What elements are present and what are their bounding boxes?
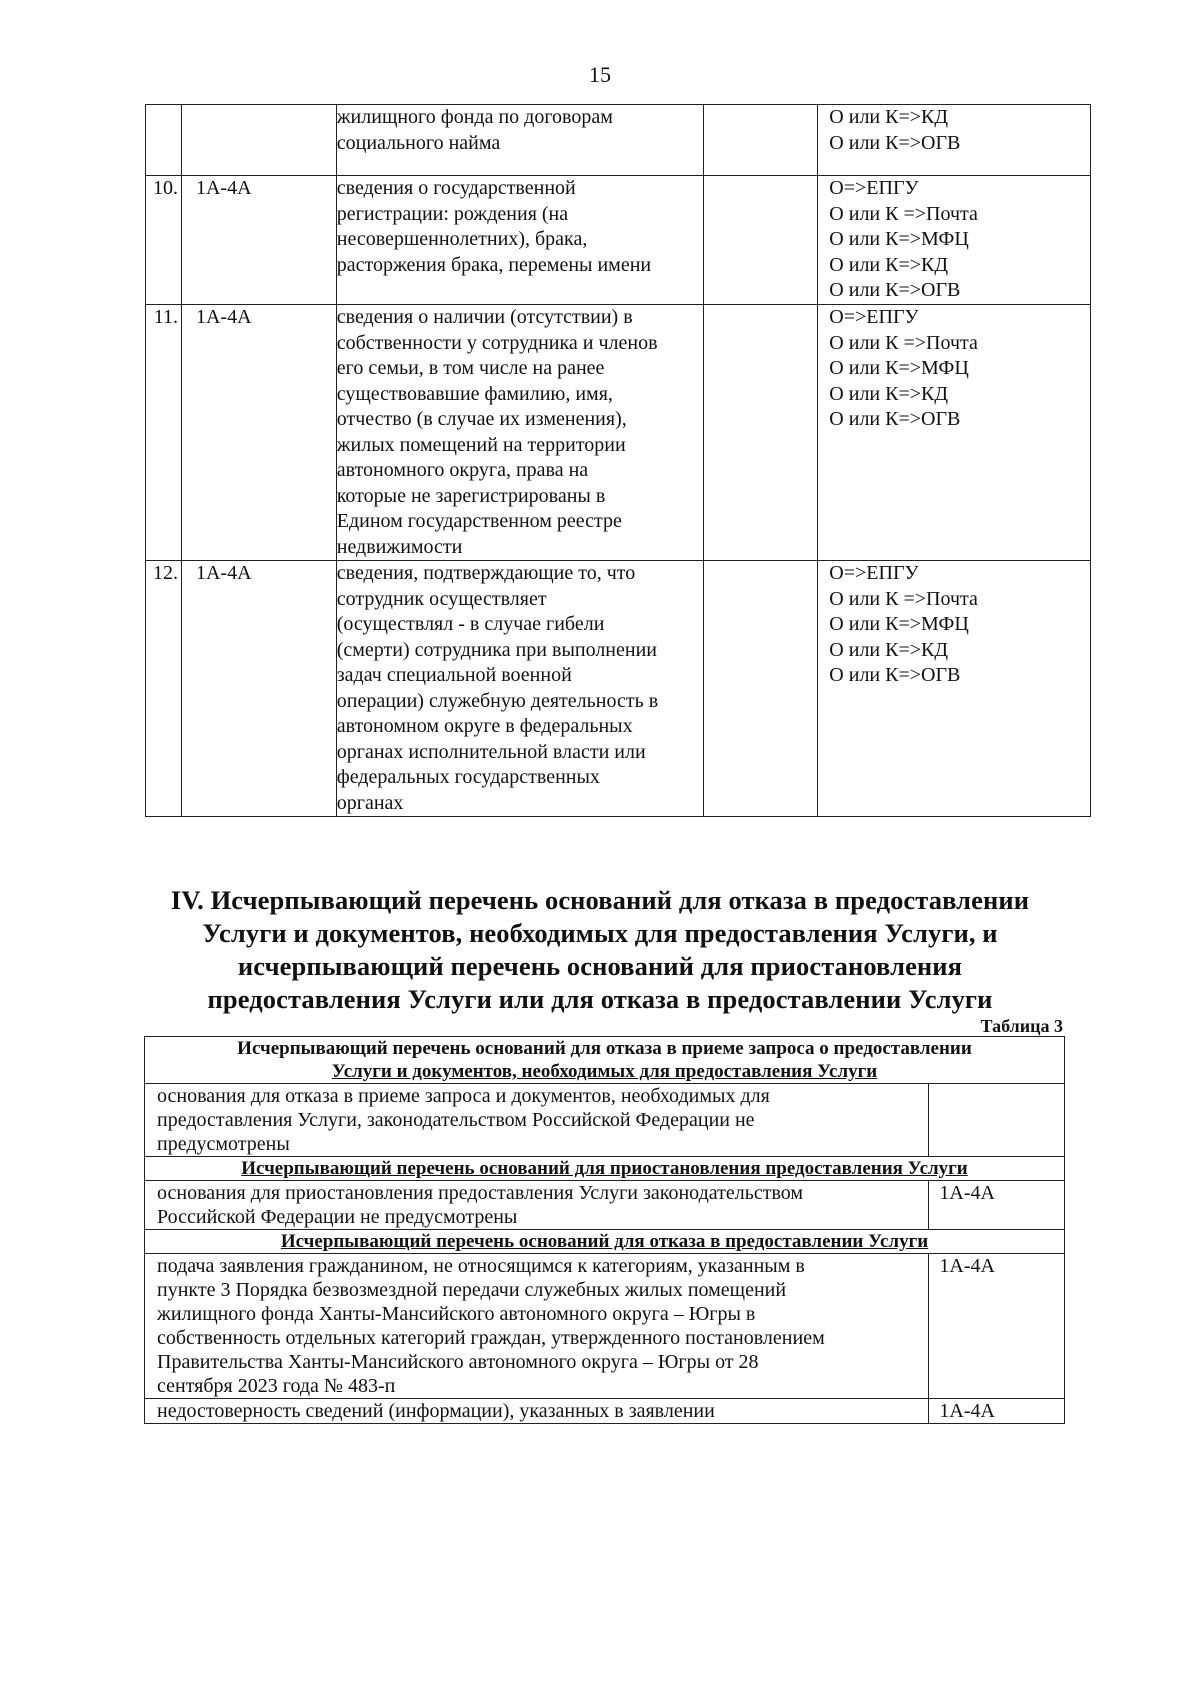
row-number: 10. <box>146 176 182 305</box>
table-row <box>146 105 1091 176</box>
table-row <box>145 1181 1065 1230</box>
document-line: отчество (в случае их изменения), <box>336 408 627 430</box>
ground-text <box>145 1084 929 1157</box>
table-section-heading-line: Исчерпывающий перечень оснований для отказа в предоставлении Услуги <box>280 1231 929 1252</box>
document-line: жилищного фонда по договорам <box>336 106 613 128</box>
row-number <box>146 105 182 176</box>
ground-text <box>145 1254 929 1399</box>
document-line: регистрации: рождения (на <box>336 202 569 225</box>
document-line: расторжения брака, перемены имени <box>336 253 652 276</box>
ground-text-line: сентября 2023 года № 483-п <box>157 1375 396 1397</box>
row-document <box>336 305 703 561</box>
document-line: Едином государственном реестре <box>336 510 622 532</box>
channel-line: О или К =>Почта <box>829 202 978 225</box>
channel-line: О или К=>МФЦ <box>829 357 969 379</box>
ground-text-line: Правительства Ханты-Мансийского автономного округа – Югры от 28 <box>157 1351 759 1373</box>
section-heading-row <box>145 1230 1065 1254</box>
channel-line: О или К=>МФЦ <box>829 228 969 250</box>
document-line: социального найма <box>336 131 501 154</box>
document-line: операции) служебную деятельность в <box>336 689 659 712</box>
document-line: которые не зарегистрированы в <box>336 484 606 507</box>
document-line: его семьи, в том числе на ранее <box>336 357 605 379</box>
row-channels <box>818 105 1091 176</box>
section-heading-line: предоставления Услуги или для отказа в предоставлении Услуги <box>207 984 993 1014</box>
row-channels <box>818 176 1091 305</box>
ground-code: 1А-4А <box>929 1399 1065 1424</box>
table-section-heading <box>145 1157 1065 1181</box>
row-document <box>336 176 703 305</box>
channel-line: О или К=>КД <box>829 382 949 405</box>
table-section-heading <box>145 1037 1065 1084</box>
document-line: сведения о государственной <box>336 177 576 199</box>
row-number: 12. <box>146 561 182 817</box>
document-line: органах исполнительной власти или <box>336 740 646 763</box>
table-section-heading <box>145 1230 1065 1254</box>
row-code <box>181 105 336 176</box>
ground-text-line: предусмотрены <box>157 1133 290 1155</box>
channel-line: О или К=>ОГВ <box>829 408 961 430</box>
document-line: автономном округе в федеральных <box>336 715 633 737</box>
channel-line: О или К =>Почта <box>829 331 978 354</box>
grounds-table <box>144 1036 1065 1424</box>
document-line: федеральных государственных <box>336 766 600 788</box>
channel-line: О или К=>КД <box>829 638 949 661</box>
ground-text-line: подача заявления гражданином, не относящимся к категориям, указанным в <box>157 1255 805 1277</box>
row-document <box>336 105 703 176</box>
channel-line: О или К=>ОГВ <box>829 664 961 686</box>
channel-line: О или К=>КД <box>829 106 949 128</box>
ground-text <box>145 1181 929 1230</box>
ground-code <box>929 1084 1065 1157</box>
ground-text-line: жилищного фонда Ханты-Мансийского автономного округа – Югры в <box>157 1303 756 1325</box>
ground-text-line: основания для приостановления предоставления Услуги законодательством <box>157 1182 804 1204</box>
section-heading-line: исчерпывающий перечень оснований для приостановления <box>237 951 963 981</box>
channel-line: О или К =>Почта <box>829 587 978 610</box>
page-number: 15 <box>589 62 611 87</box>
ground-text-line: основания для отказа в приеме запроса и документов, необходимых для <box>157 1085 770 1107</box>
row-empty-cell <box>703 305 818 561</box>
ground-text-line: собственность отдельных категорий граждан, утвержденного постановлением <box>157 1327 825 1349</box>
channel-line: О или К=>ОГВ <box>829 131 961 154</box>
channel-line: О=>ЕПГУ <box>829 306 919 328</box>
table-caption: Таблица 3 <box>980 1016 1063 1036</box>
row-code: 1А-4А <box>181 561 336 817</box>
channel-line: О=>ЕПГУ <box>829 177 919 199</box>
table-row <box>145 1399 1065 1424</box>
section-heading-row <box>145 1157 1065 1181</box>
document-line: органах <box>336 791 404 814</box>
row-empty-cell <box>703 176 818 305</box>
row-code: 1А-4А <box>181 176 336 305</box>
document-line: жилых помещений на территории <box>336 433 626 456</box>
table-row <box>146 176 1091 305</box>
table-row <box>146 561 1091 817</box>
channel-line: О или К=>МФЦ <box>829 613 969 635</box>
table-section-heading-line: Услуги и документов, необходимых для предоставления Услуги <box>331 1061 878 1082</box>
row-channels <box>818 561 1091 817</box>
row-empty-cell <box>703 105 818 176</box>
ground-code: 1А-4А <box>929 1181 1065 1230</box>
row-number: 11. <box>146 305 182 561</box>
row-empty-cell <box>703 561 818 817</box>
document-line: автономного округа, права на <box>336 459 589 481</box>
ground-text-line: пункте 3 Порядка безвозмездной передачи служебных жилых помещений <box>157 1279 787 1301</box>
channel-line: О или К=>ОГВ <box>829 279 961 301</box>
document-line: (смерти) сотрудника при выполнении <box>336 638 657 661</box>
document-line: несовершеннолетних), брака, <box>336 228 588 250</box>
channel-line: О=>ЕПГУ <box>829 562 919 584</box>
document-line: сведения о наличии (отсутствии) в <box>336 306 633 328</box>
channel-line: О или К=>КД <box>829 253 949 276</box>
table-row <box>145 1084 1065 1157</box>
ground-text <box>145 1399 929 1424</box>
document-line: сведения, подтверждающие то, что <box>336 562 636 584</box>
document-line: собственности у сотрудника и членов <box>336 331 658 354</box>
ground-text-line: Российской Федерации не предусмотрены <box>157 1206 518 1228</box>
document-line: (осуществлял - в случае гибели <box>336 613 605 635</box>
document-line: существовавшие фамилию, имя, <box>336 382 613 405</box>
table-row <box>146 305 1091 561</box>
row-channels <box>818 305 1091 561</box>
ground-text-line: недостоверность сведений (информации), указанных в заявлении <box>157 1400 715 1422</box>
ground-code: 1А-4А <box>929 1254 1065 1399</box>
section-heading-row <box>145 1037 1065 1084</box>
document-sources-table <box>145 104 1091 817</box>
section-heading-line: Услуги и документов, необходимых для предоставления Услуги, и <box>202 918 998 948</box>
section-heading-line: IV. Исчерпывающий перечень оснований для отказа в предоставлении <box>170 885 1030 915</box>
document-line: недвижимости <box>336 535 463 558</box>
document-line: задач специальной военной <box>336 664 572 686</box>
row-document <box>336 561 703 817</box>
table-section-heading-line: Исчерпывающий перечень оснований для отказа в приеме запроса о предоставлении <box>237 1038 972 1059</box>
ground-text-line: предоставления Услуги, законодательством Российской Федерации не <box>157 1109 755 1131</box>
table-section-heading-line: Исчерпывающий перечень оснований для приостановления предоставления Услуги <box>241 1158 968 1179</box>
row-code: 1А-4А <box>181 305 336 561</box>
table-row <box>145 1254 1065 1399</box>
section-heading <box>120 884 1080 1016</box>
document-line: сотрудник осуществляет <box>336 587 547 610</box>
